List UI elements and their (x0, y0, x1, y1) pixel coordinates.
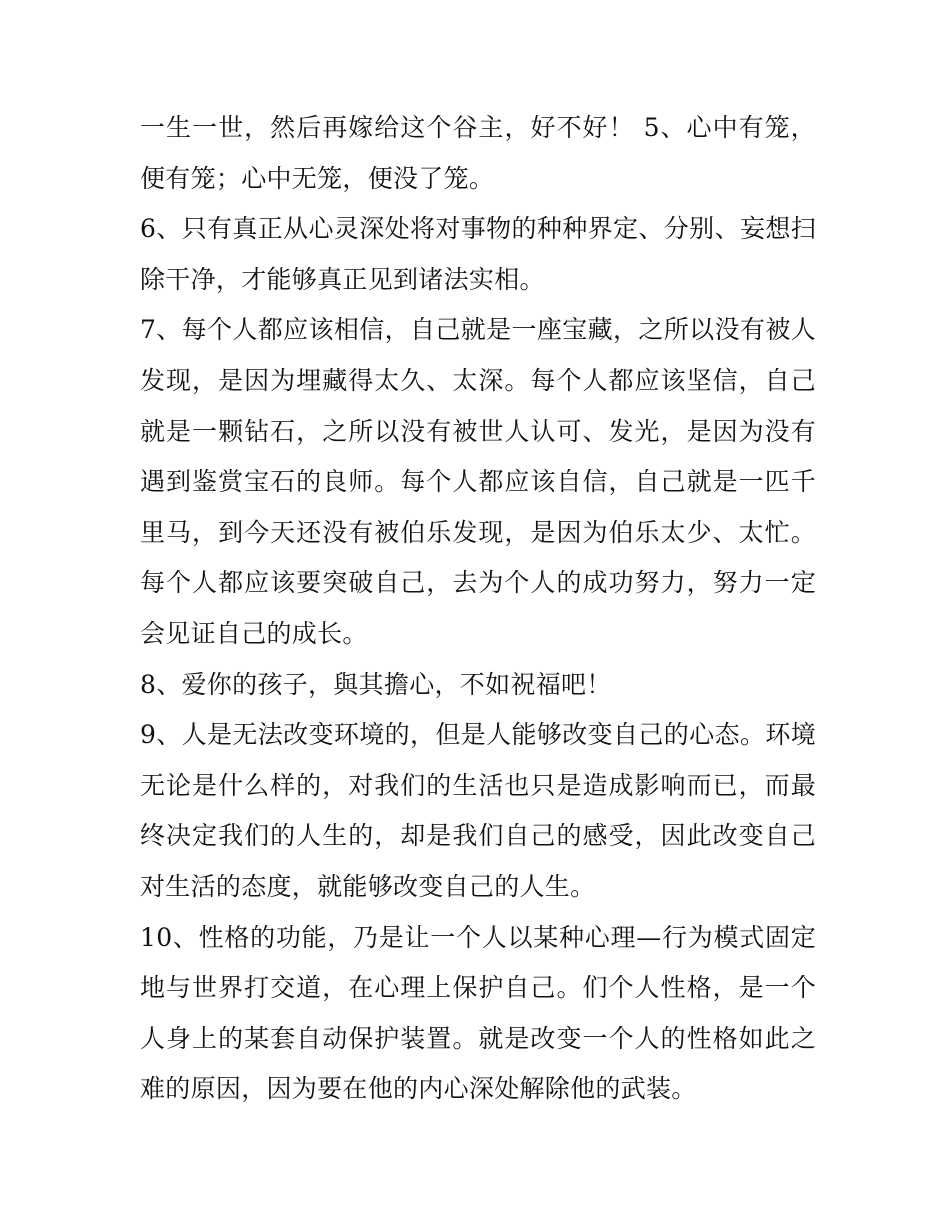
paragraph: 9、人是无法改变环境的，但是人能够改变自己的心态。环境无论是什么样的，对我们的生活也只是造成影响而已，而最终决定我们的人生的，却是我们自己的感受，因此改变自己对生活的态度，就能够改变自己的人生。 (140, 720, 816, 901)
paragraph: 10、性格的功能，乃是让一个人以某种心理—行为模式固定地与世界打交道，在心理上保护自己。们个人性格，是一个人身上的某套自动保护装置。就是改变一个人的性格如此之难的原因，因为要在他的内心深处解除他的武装。 (140, 922, 816, 1104)
paragraph: 8、爱你的孩子，與其擔心，不如祝福吧！ (140, 669, 612, 699)
paragraph: 6、只有真正从心灵深处将对事物的种种界定、分别、妄想扫除干净，才能够真正见到诸法实相。 (140, 214, 816, 294)
paragraph: 一生一世，然后再嫁给这个谷主，好不好！ 5、心中有笼，便有笼；心中无笼，便没了笼。 (140, 113, 816, 193)
document-body (140, 103, 816, 1115)
paragraph: 7、每个人都应该相信，自己就是一座宝藏，之所以没有被人发现，是因为埋藏得太久、太深。每个人都应该坚信，自己就是一颗钻石，之所以没有被世人认可、发光，是因为没有遇到鉴赏宝石的良师。每个人都应该自信，自己就是一匹千里马，到今天还没有被伯乐发现，是因为伯乐太少、太忙。每个人都应该要突破自己，去为个人的成功努力，努力一定会见证自己的成长。 (140, 315, 816, 648)
